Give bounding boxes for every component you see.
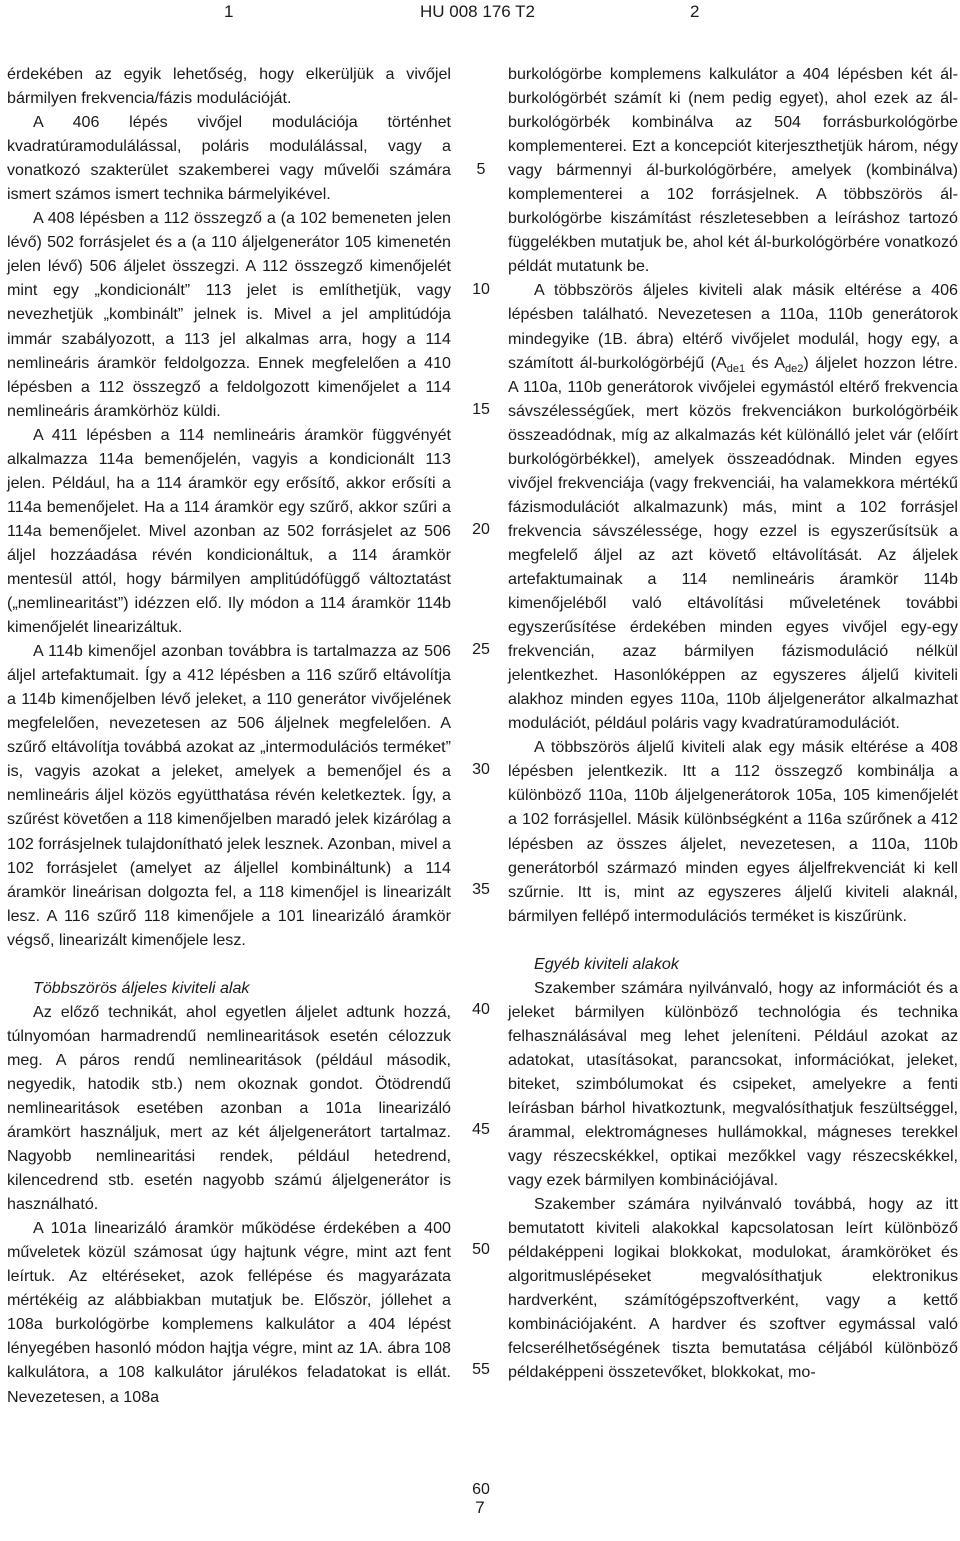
line-number: 60	[472, 1481, 490, 1498]
paragraph: Az előző technikát, ahol egyetlen áljelet adtunk hozzá, túlnyomóan harmadrendű nemlinearitások esetén célozzuk meg. A páros rendű nemlinearitások (például második, negyedik, hatodik stb.) nem okoznak gondot. Ötödrendű nemlinearitások esetében azonban a 101a linearizáló áramkört használjuk, mert az két áljelgenerátort tartalmaz. Nagyobb nemlinearitási rendek, például hetedrend, kilencedrend stb. esetén nagyobb számú áljelgenerátor is használható.	[7, 1002, 451, 1214]
line-number: 10	[472, 281, 490, 298]
page-header	[0, 0, 960, 34]
paragraph: érdekében az egyik lehetőség, hogy elkerüljük a vivőjel bármilyen frekvencia/fázis modulációját.	[7, 65, 451, 108]
line-number: 40	[472, 1001, 490, 1018]
section-heading: Egyéb kiviteli alakok	[534, 954, 679, 973]
line-number: 25	[472, 641, 490, 658]
subscript: de2	[785, 362, 804, 375]
paragraph: A 101a linearizáló áramkör működése érdekében a 400 műveletek közül számosat úgy hajtunk végre, mint azt fent leírtuk. Az eltéréseket, azok fellépése és magyarázata mértékéig az alábbiakban mutatjuk be. Először, jóllehet a 108a burkológörbe komplemens kalkulátor a 404 lépést lényegében hasonló módon hajtja végre, mint az 1A. ábra 108 kalkulátora, a 108 kalkulátor járulékos feladatokat is ellát. Nevezetesen, a 108a	[7, 1219, 451, 1406]
line-number: 35	[472, 881, 490, 898]
paragraph-text: A többszörös áljeles kiviteli alak másik eltérése a 406 lépésben található. Nevezetesen a 110a, 110b generátorok mindegyike (1B. ábra) eltérő vivőjelet modulál, hogy egy, a számított ál-burkológörbéjű (A	[508, 281, 958, 372]
line-number: 50	[472, 1241, 490, 1258]
right-column	[508, 62, 958, 1385]
line-number: 30	[472, 761, 490, 778]
section-heading: Többszörös áljeles kiviteli alak	[33, 978, 250, 997]
document-id: HU 008 176 T2	[420, 2, 535, 21]
paragraph: A 114b kimenőjel azonban továbbra is tartalmazza az 506 áljel artefaktumait. Így a 412 lépésben a 116 szűrő eltávolítja a 114b kimenőjelben lévő jeleket, a 110 generátor vivőjelének megfelelően, nevezetesen az 506 áljelnek megfelelően. A szűrő eltávolítja továbbá azokat az „intermodulációs terméket” is, vagyis azokat a jeleket, amelyek a bemenőjel és a nemlineáris áljel közös együtthatása révén keletkeztek. Így, a szűrést követően a 118 kimenőjelben maradó jelek kizárólag a 102 forrásjelnek tulajdonítható jelek lesznek. Azonban, mivel a 102 forrásjelet (amelyet az áljellel kombináltunk) a 114 áramkör lineárisan dolgozta fel, a 118 kimenőjel is linearizált lesz. A 116 szűrő 118 kimenőjele a 101 linearizáló áramkör végső, linearizált kimenőjele lesz.	[7, 642, 451, 949]
subscript: de1	[726, 362, 746, 375]
paragraph: Szakember számára nyilvánvaló, hogy az információt és a jeleket bármilyen különböző technológia és technika felhasználásával meg lehet jeleníteni. Például azokat az adatokat, utasításokat, parancsokat, információkat, jeleket, biteket, szimbólumokat és csipeket, amelyekre a fenti leírásban bárhol hivatkoztunk, megvalósíthatjuk feszültséggel, árammal, elektromágneses hullámokkal, mágneses terekkel vagy részecskékkel, optikai mezőkkel vagy részecskékkel, vagy ezek bármilyen kombinációjával.	[508, 978, 958, 1190]
line-number: 5	[476, 161, 486, 178]
paragraph-text: ) áljelet hozzon létre. A 110a, 110b generátorok vivőjelei egymástól eltérő frekvencia sávszélességűek, mert közös frekvenciákon burkológörbéik összeadódnak, míg az alkalmazás két különálló jelet vár (előírt burkológörbékkel), amelyek összeadódnak. Minden egyes vivőjel frekvenciája (vagy frekvenciái, ha valamekkora mértékű fázismodulációt alkalmazunk) más, mint a 102 forrásjel frekvencia sávszélessége, hogy ezzel is egyszerűsítsük a megfelelő áljel az azt követő eltávolítását. Az áljelek artefaktumainak a 114 nemlineáris áramkör 114b kimenőjeléből való eltávolítási műveletének további egyszerűsítése érdekében minden egyes vivőjel egy-egy frekvencián, azaz bármilyen fázismoduláció nélkül jelentkezhet. Hasonlóképpen az egyszeres áljelű kiviteli alakhoz minden egyes 110a, 110b áljelgenerátor alkalmazhat modulációt, például poláris vagy kvadratúramodulációt.	[508, 353, 958, 733]
right-page-number: 2	[690, 2, 700, 21]
page-footer-number: 7	[475, 1498, 485, 1517]
left-page-number: 1	[224, 2, 234, 21]
line-number: 20	[472, 521, 490, 538]
paragraph: A 411 lépésben a 114 nemlineáris áramkör függvényét alkalmazza 114a bemenőjelén, vagyis a kondicionált 113 jelen. Például, ha a 114 áramkör egy erősítő, akkor erősíti a 114a bemenőjelet. Ha a 114 áramkör egy szűrő, akkor szűri a 114a bemenőjelet. Mivel azonban az 502 forrásjelet az 506 áljel hozzáadása révén kondicionáltuk, a 114 áramkör mentesül attól, hogy bármilyen amplitúdófüggő változtatást („nemlinearitást”) idézzen elő. Ily módon a 114 áramkör 114b kimenőjelét linearizáltuk.	[7, 425, 451, 637]
paragraph: A többszörös áljelű kiviteli alak egy másik eltérése a 408 lépésben jelentkezik. Itt a 112 összegző kombinálja a különböző 110a, 110b áljelgenerátorok 105a, 105 kimenőjelét a 102 forrásjellel. Másik különbségként a 116a szűrőnek a 412 lépésben az összes áljelet, nevezetesen, a 110a, 110b generátorból származó minden egyes áljelfrekvenciát ki kell szűrnie. Itt is, mint az egyszeres áljelű kiviteli alaknál, bármilyen fellépő intermodulációs terméket is kiszűrünk.	[508, 738, 958, 925]
paragraph: A 406 lépés vivőjel modulációja történhet kvadratúramodulálással, poláris modulálással, vagy a vonatkozó szakterület szakemberei vagy művelői számára ismert számos ismert technika bármelyikével.	[7, 113, 451, 204]
paragraph: Szakember számára nyilvánvaló továbbá, hogy az itt bemutatott kiviteli alakokkal kapcsolatosan leírt különböző példaképpeni logikai blokkokat, modulokat, áramköröket és algoritmuslépéseket megvalósíthatjuk elektronikus hardverként, számítógépszoftverként, vagy a kettő kombinációjaként. A hardver és szoftver egymással való felcserélhetőségének tiszta bemutatása céljából különböző példaképpeni összetevőket, blokkokat, mo-	[508, 1195, 958, 1382]
paragraph: burkológörbe komplemens kalkulátor a 404 lépésben két ál-burkológörbét számít ki (nem pedig egyet), ahol ezek az ál-burkológörbék kombinálva az 504 forrásburkológörbe komplementerei. Ezt a koncepciót kiterjeszthetjük három, négy vagy bármennyi ál-burkológörbére, amelyek (kombinálva) komplementerei a 102 forrásjelnek. A többszörös ál-burkológörbe kiszámítást részletesebben a leíráshoz tartozó függelékben mutatjuk be, ahol két ál-burkológörbére vonatkozó példát mutatunk be.	[508, 65, 958, 276]
paragraph-text: és A	[745, 353, 785, 372]
paragraph: A 408 lépésben a 112 összegző a (a 102 bemeneten jelen lévő) 502 forrásjelet és a (a 110 áljelgenerátor 105 kimenetén jelen lévő) 506 áljelet összegzi. A 112 összegző kimenőjelét mint egy „kondicionált” 113 jelet is említhetjük, vagy nevezhetjük „kombinált” jelnek is. Mivel a jel amplitúdója immár szabályozott, a 113 jel alkalmas arra, hogy a 114 nemlineáris áramkör feldolgozza. Ennek megfelelően a 410 lépésben a 112 összegző a feldolgozott kimenőjelet a 114 nemlineáris áramkörhöz küldi.	[7, 209, 451, 420]
line-number: 55	[472, 1361, 490, 1378]
line-number: 45	[472, 1121, 490, 1138]
paragraph	[508, 278, 958, 735]
left-column	[7, 62, 451, 1409]
line-number: 15	[472, 401, 490, 418]
